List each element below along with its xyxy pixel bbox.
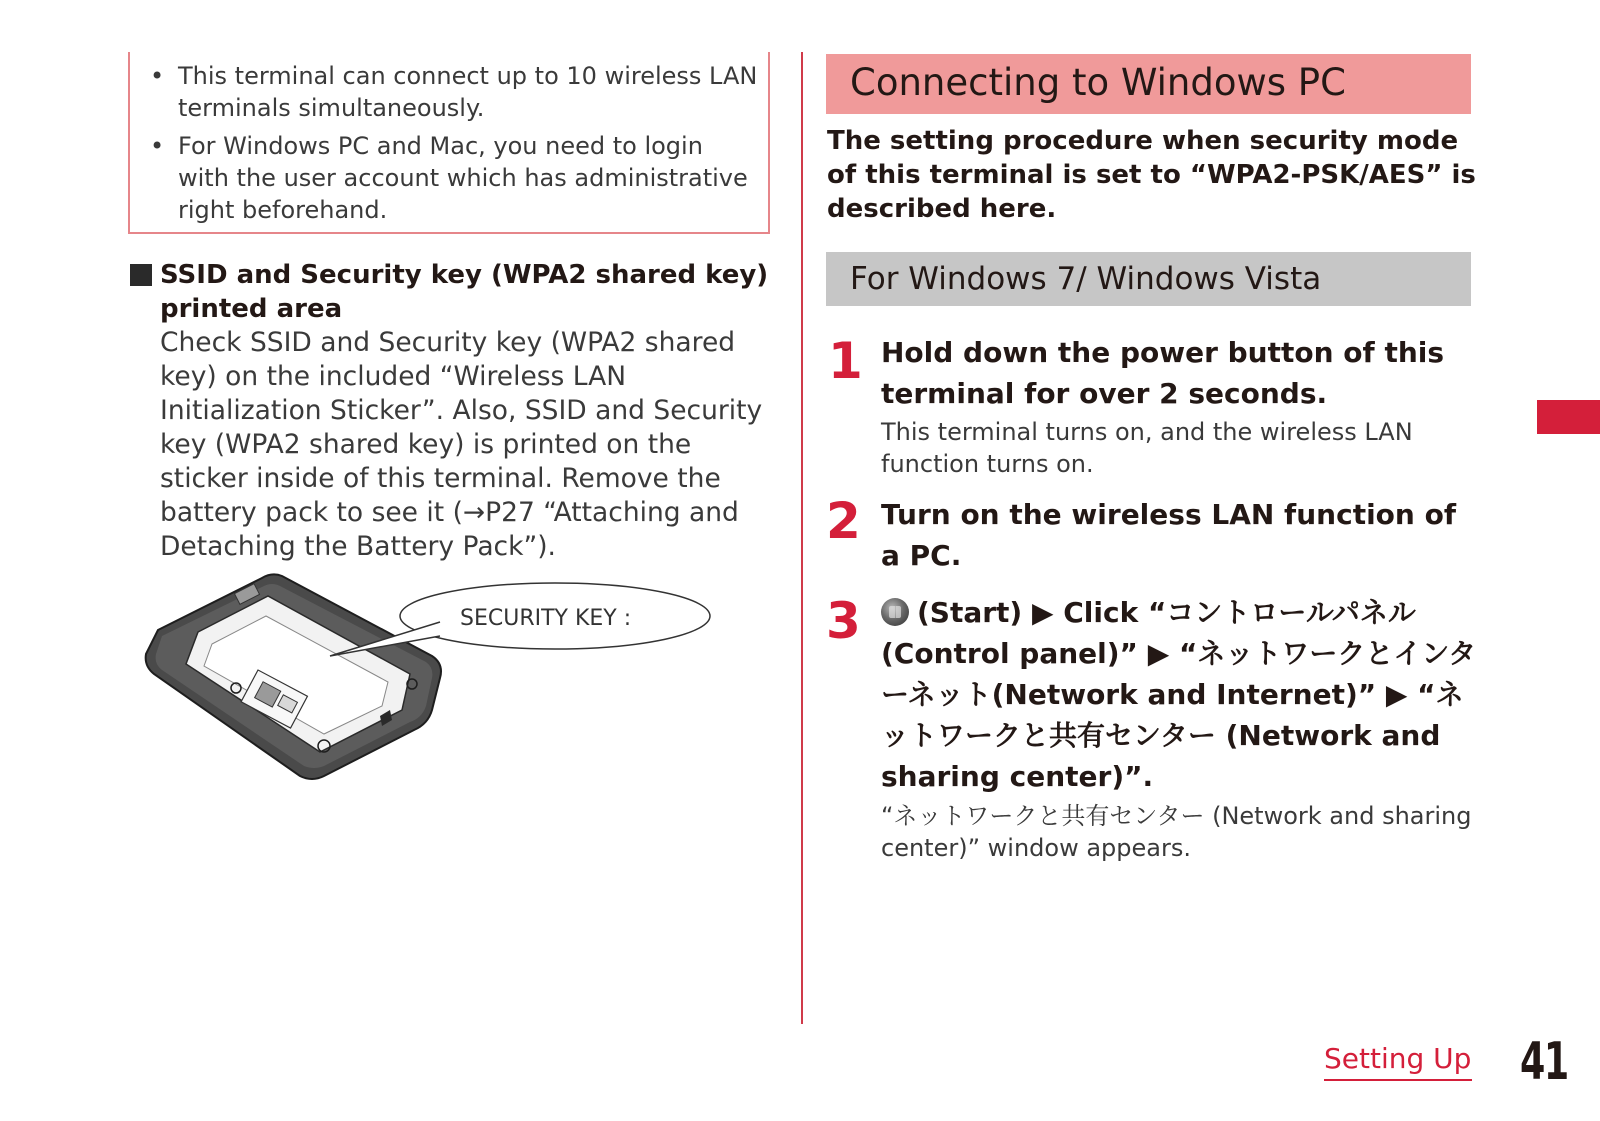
windows-start-orb-icon (881, 598, 909, 626)
terminal-body-icon (146, 574, 441, 779)
subsection-title: For Windows 7/ Windows Vista (850, 261, 1322, 297)
step-1-text: Hold down the power button of this terminal for over 2 seconds. (881, 336, 1445, 410)
ssid-section-heading: SSID and Security key (WPA2 shared key) printed area (160, 260, 769, 324)
step-1-sub: This terminal turns on, and the wireless LAN function turns on. (881, 418, 1413, 478)
section-square-marker-icon (130, 264, 152, 286)
page-title: Connecting to Windows PC (850, 61, 1346, 104)
footer-section-name: Setting Up (1324, 1042, 1472, 1075)
step-2-text: Turn on the wireless LAN function of a PC. (881, 498, 1457, 572)
intro-text: The setting procedure when security mode of this terminal is set to “WPA2-PSK/AES” is described here. (827, 126, 1476, 224)
footer-underline (1324, 1079, 1472, 1081)
step-3-sub: “ネットワークと共有センター (Network and sharing center)” window appears. (881, 802, 1472, 862)
bullet-marker: • (150, 132, 165, 160)
page-number: 41 (1520, 1032, 1568, 1092)
step-3-text (881, 592, 1481, 797)
column-divider (801, 52, 803, 1024)
step-3-instructions: (Start) ▶ Click “コントロールパネル (Control panel)” ▶ “ネットワークとインターネット(Network and Internet)” ▶ “ネットワークと共有センター (Network and sharing center)”. (881, 596, 1477, 793)
note-bullet-text: For Windows PC and Mac, you need to login with the user account which has administrative right beforehand. (178, 132, 748, 224)
step-number-1: 1 (828, 332, 863, 390)
step-number-2: 2 (826, 492, 861, 550)
bullet-marker: • (150, 62, 165, 90)
step-number-3: 3 (826, 592, 861, 650)
callout-label: SECURITY KEY : (460, 606, 632, 631)
security-key-callout (330, 583, 710, 656)
ssid-section-body: Check SSID and Security key (WPA2 shared key) on the included “Wireless LAN Initialization Sticker”. Also, SSID and Security key (WPA2 shared key) is printed on the sticker inside of this terminal. Remove the battery pack to see it (→P27 “Attaching and Detaching the Battery Pack”). (160, 327, 763, 562)
chapter-side-tab (1537, 400, 1600, 434)
terminal-illustration (140, 570, 740, 790)
note-bullet-text: This terminal can connect up to 10 wireless LAN terminals simultaneously. (178, 62, 758, 122)
